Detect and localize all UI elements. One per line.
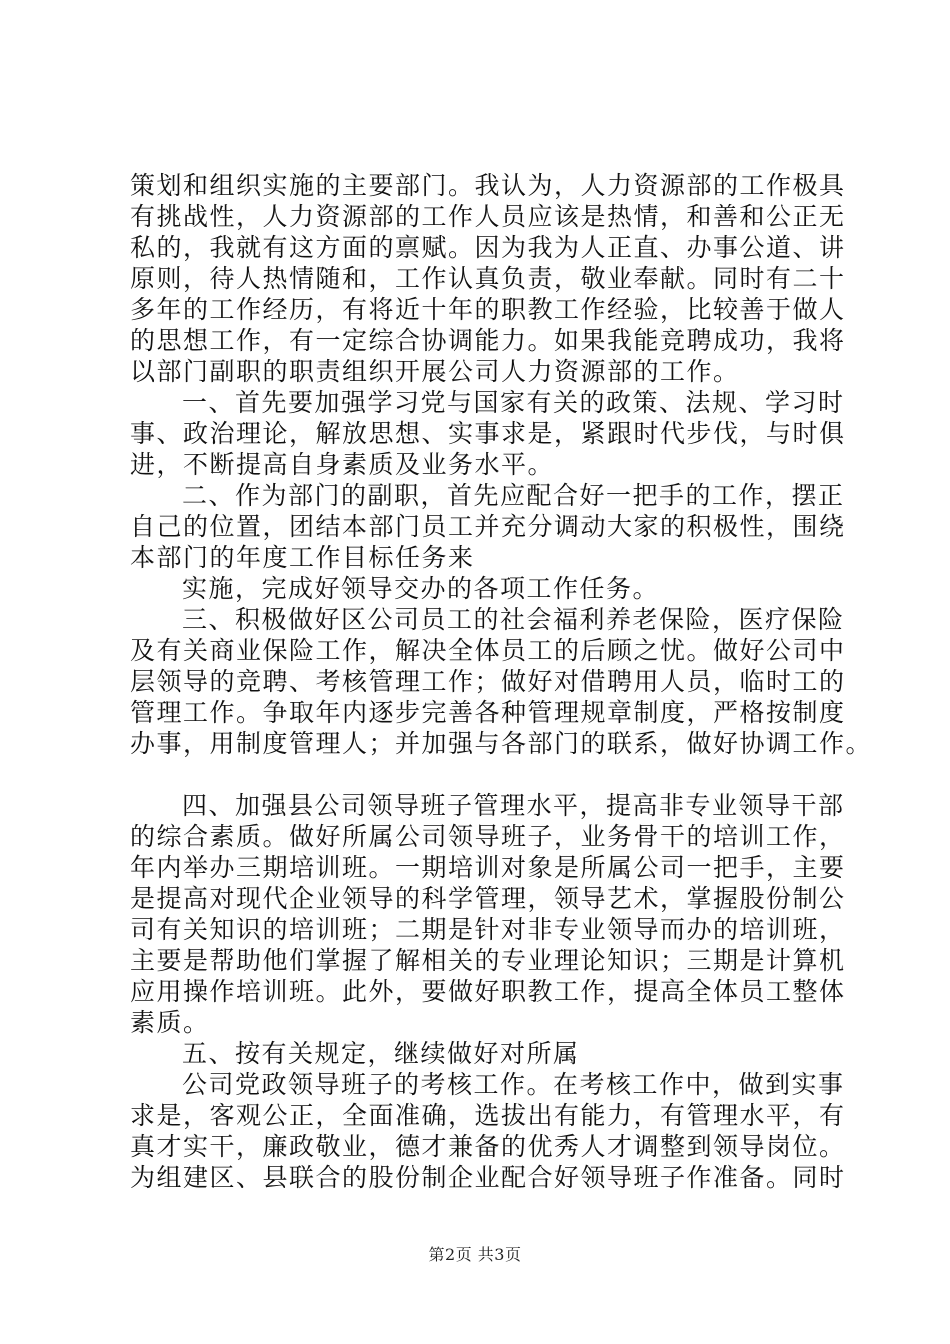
text-line: 五、按有关规定，继续做好对所属 — [182, 1039, 580, 1068]
text-line: 应用操作培训班。此外，要做好职教工作，提高全体员工整体 — [130, 977, 846, 1006]
text-line: 素质。 — [130, 1008, 210, 1037]
text-line: 进，不断提高自身素质及业务水平。 — [130, 450, 555, 479]
page-footer: 第2页 共3页 — [428, 1245, 522, 1264]
text-line: 策划和组织实施的主要部门。我认为，人力资源部的工作极具 — [130, 171, 846, 200]
text-line: 三、积极做好区公司员工的社会福利养老保险，医疗保险 — [182, 605, 845, 634]
text-line: 私的，我就有这方面的禀赋。因为我为人正直、办事公道、讲 — [130, 233, 846, 262]
text-line: 四、加强县公司领导班子管理水平，提高非专业领导干部 — [182, 791, 845, 820]
text-line: 为组建区、县联合的股份制企业配合好领导班子作准备。同时 — [130, 1163, 846, 1192]
text-line: 及有关商业保险工作，解决全体员工的后顾之忧。做好公司中 — [130, 636, 846, 665]
text-line: 司有关知识的培训班；二期是针对非专业领导而办的培训班， — [130, 915, 846, 944]
text-line: 的思想工作，有一定综合协调能力。如果我能竞聘成功，我将 — [130, 326, 846, 355]
document-body — [130, 170, 873, 1193]
text-line: 多年的工作经历，有将近十年的职教工作经验，比较善于做人 — [130, 295, 846, 324]
text-line: 事、政治理论，解放思想、实事求是，紧跟时代步伐，与时俱 — [130, 419, 846, 448]
text-line: 本部门的年度工作目标任务来 — [130, 543, 475, 572]
text-line: 求是，客观公正，全面准确，选拔出有能力，有管理水平，有 — [130, 1101, 846, 1130]
text-line: 原则，待人热情随和，工作认真负责，敬业奉献。同时有二十 — [130, 264, 846, 293]
text-line: 一、首先要加强学习党与国家有关的政策、法规、学习时 — [182, 388, 845, 417]
text-line — [130, 759, 830, 790]
text-line: 层领导的竞聘、考核管理工作；做好对借聘用人员，临时工的 — [130, 667, 846, 696]
text-line: 管理工作。争取年内逐步完善各种管理规章制度，严格按制度 — [130, 698, 846, 727]
text-line: 的综合素质。做好所属公司领导班子，业务骨干的培训工作， — [130, 822, 846, 851]
text-line: 实施，完成好领导交办的各项工作任务。 — [182, 574, 660, 603]
text-line: 真才实干，廉政敬业，德才兼备的优秀人才调整到领导岗位。 — [130, 1132, 846, 1161]
text-line: 有挑战性，人力资源部的工作人员应该是热情，和善和公正无 — [130, 202, 846, 231]
text-line: 二、作为部门的副职，首先应配合好一把手的工作，摆正 — [182, 481, 845, 510]
text-line: 自己的位置，团结本部门员工并充分调动大家的积极性，围绕 — [130, 512, 846, 541]
text-line: 以部门副职的职责组织开展公司人力资源部的工作。 — [130, 357, 740, 386]
text-line: 办事，用制度管理人；并加强与各部门的联系，做好协调工作。 — [130, 729, 873, 758]
text-line: 公司党政领导班子的考核工作。在考核工作中，做到实事 — [182, 1070, 845, 1099]
text-line: 是提高对现代企业领导的科学管理，领导艺术，掌握股份制公 — [130, 884, 846, 913]
text-line: 年内举办三期培训班。一期培训对象是所属公司一把手，主要 — [130, 853, 846, 882]
text-line: 主要是帮助他们掌握了解相关的专业理论知识；三期是计算机 — [130, 946, 846, 975]
